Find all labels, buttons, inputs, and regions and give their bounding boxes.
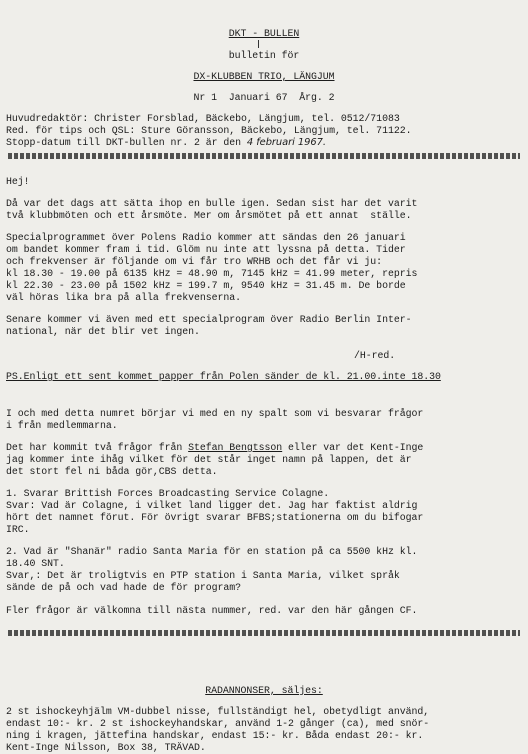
ad-line2: endast 10:- kr. 2 st ishockeyhandskar, använd 1-2 gånger (ca), med snör- — [6, 718, 430, 729]
editorial-signature: /H-red. — [354, 350, 396, 361]
bulletin-subtitle: bulletin för — [228, 50, 300, 61]
tips-editor-line: Red. för tips och QSL: Sture Göransson, Bäckebo, Längjum, tel. 71122. — [6, 125, 412, 136]
ads-title: RADANNONSER, säljes: — [205, 685, 323, 696]
editorial-p1-line2: två klubbmöten och ett årsmöte. Mer om årsmötet på ett annat ställe. — [6, 210, 412, 221]
qa-q1-line2: Svar: Vad är Colagne, i vilket land ligger det. Jag har faktist aldrig — [6, 500, 418, 511]
qa-q1-line1: 1. Svarar Brittish Forces Broadcasting Service Colagne. — [6, 488, 330, 499]
editorial-p2-line4: kl 18.30 - 19.00 på 6135 kHz = 48.90 m, 7145 kHz = 41.99 meter, repris — [6, 268, 418, 279]
deadline-text: Stopp-datum till DKT-bullen nr. 2 är den — [6, 137, 247, 148]
ad-line3: ning i kragen, jättefina handskar, endast 15:- kr. Båda endast 20:- kr. — [6, 730, 424, 741]
qa-p2-line2: jag kommer inte ihåg vilket för det står inget namn på lappen, det är — [6, 454, 412, 465]
editorial-p2-line3: och frekvenser är följande om vi får tro WRHB och det får vi ju: — [6, 256, 383, 267]
editorial-p2-line6: väl höras lika bra på alla frekvenserna. — [6, 292, 242, 303]
deadline-date: 4 februari 1967. — [246, 137, 326, 148]
editor-in-chief-line: Huvudredaktör: Christer Forsblad, Bäckebo, Längjum, tel. 0512/71083 — [6, 113, 400, 124]
typewritten-document — [6, 0, 522, 753]
ad-line1: 2 st ishockeyhjälm VM-dubbel nisse, fullständigt hel, obetydligt använd, — [6, 706, 430, 717]
ad-line4: Kent-Inge Nilsson, Box 38, TRÄVAD. — [6, 742, 206, 753]
divider — [8, 153, 520, 159]
handwritten-tick — [258, 40, 259, 48]
qa-p2-line3: det stort fel ni båda gör,CBS detta. — [6, 466, 218, 477]
qa-q2-line2: 18.40 SNT. — [6, 558, 65, 569]
qa-q2-line1: 2. Vad är "Shanär" radio Santa Maria för en station på ca 5500 kHz kl. — [6, 546, 418, 557]
issue-line: Nr 1 Januari 67 Årg. 2 — [193, 92, 335, 103]
divider — [8, 630, 520, 636]
editorial-p2-line1: Specialprogrammet över Polens Radio kommer att sändas den 26 januari — [6, 232, 406, 243]
qa-closing: Fler frågor är välkomna till nästa nummer, red. var den här gången CF. — [6, 605, 418, 616]
qa-p2-name: Stefan Bengtsson — [188, 442, 283, 453]
editorial-p1-line1: Då var det dags att sätta ihop en bulle igen. Sedan sist har det varit — [6, 198, 418, 209]
qa-p2-prefix: Det har kommit två frågor från — [6, 442, 189, 453]
qa-q1-line3: hört det namnet förut. För övrigt svarar BFBS;stationerna om du bifogar — [6, 512, 424, 523]
editorial-p2-line2: om bandet kommer fram i tid. Glöm nu inte att lyssna på detta. Tider — [6, 244, 406, 255]
greeting: Hej! — [6, 176, 30, 187]
postscript: PS.Enligt ett sent kommet papper från Polen sänder de kl. 21.00.inte 18.30 — [6, 371, 441, 382]
qa-q2-line4: sände de på och vad hade de för program? — [6, 582, 242, 593]
qa-intro-line1: I och med detta numret börjar vi med en ny spalt som vi besvarar frågor — [6, 408, 424, 419]
qa-q1-line4: IRC. — [6, 524, 30, 535]
qa-p2-line1 — [6, 442, 423, 454]
qa-p2-suffix: eller var det Kent-Inge — [282, 442, 424, 453]
deadline-line — [6, 137, 326, 149]
bulletin-title: DKT - BULLEN — [228, 28, 300, 39]
editorial-p2-line5: kl 22.30 - 23.00 på 1502 kHz = 199.7 m, 9540 kHz = 31.45 m. De borde — [6, 280, 406, 291]
editorial-p3-line1: Senare kommer vi även med ett specialprogram över Radio Berlin Inter- — [6, 314, 412, 325]
qa-q2-line3: Svar,: Det är troligtvis en PTP station i Santa Maria, vilket språk — [6, 570, 400, 581]
qa-intro-line2: i från medlemmarna. — [6, 420, 118, 431]
club-name: DX-KLUBBEN TRIO, LÄNGJUM — [193, 71, 335, 82]
editorial-p3-line2: national, när det blir vet ingen. — [6, 326, 200, 337]
